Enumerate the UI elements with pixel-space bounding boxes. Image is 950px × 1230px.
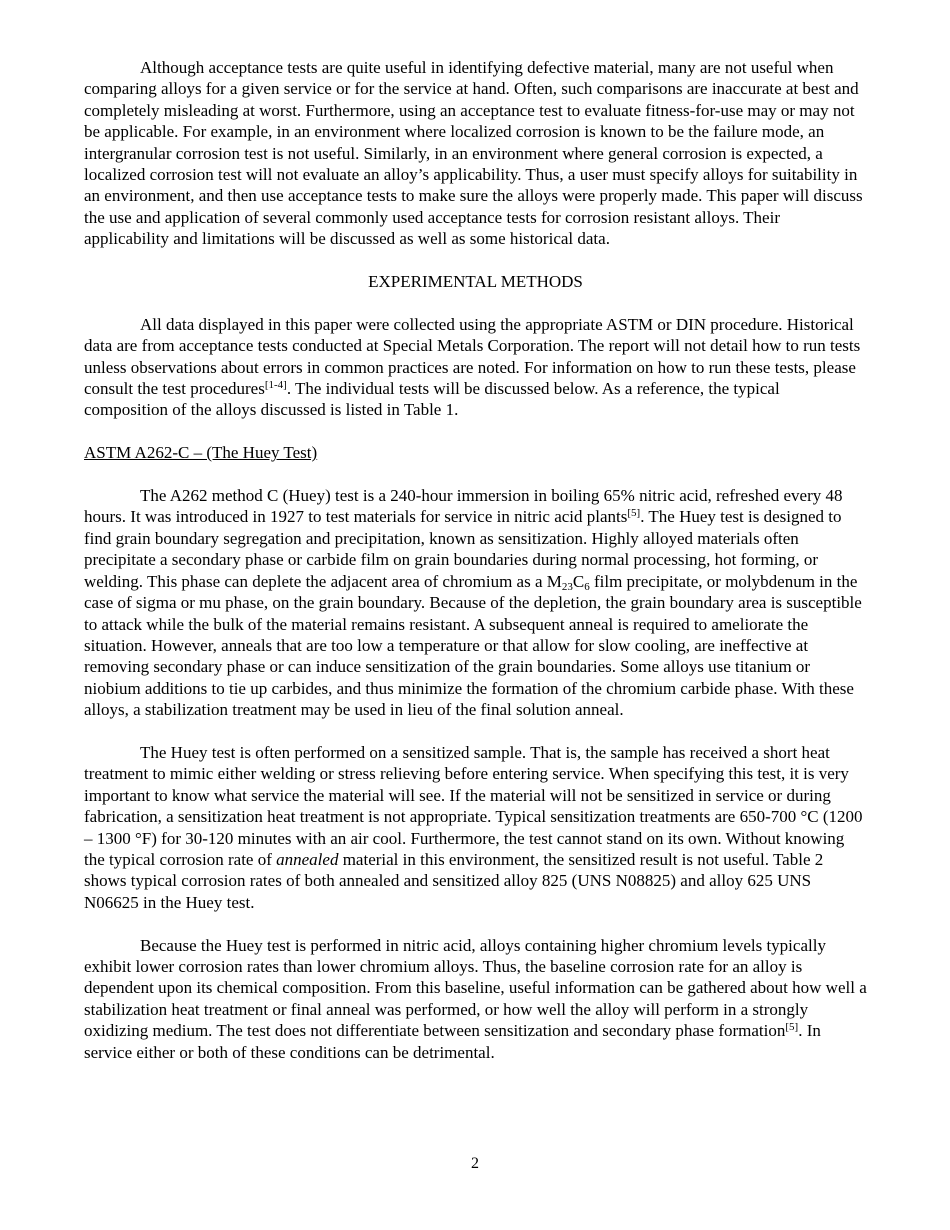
huey-text-2: . The Huey test is designed to find grain boundary segregation and precipitation, known as sensitization. Highly alloyed materials often precipitate a secondary phase or carbide film on grain boundaries during normal processing, hot forming, or welding. This phase can deplete the adjacent area of chromium as a M [84,507,842,591]
section-heading: EXPERIMENTAL METHODS [368,272,583,292]
huey-text-4: film precipitate, or molybdenum in the case of sigma or mu phase, on the grain boundary. Because of the depletion, the grain boundary area is susceptible to attack while the bulk of the material remains resistant. A subsequent anneal is required to ameliorate the situation. However, anneals that are too low a temperature or that allow for slow cooling, are ineffective at removing secondary phase or can induce sensitization of the grain boundaries. Some alloys use titanium or niobium additions to tie up carbides, and thus minimize the formation of the chromium carbide phase. With these alloys, a stabilization treatment may be used in lieu of the final solution anneal. [84,571,862,720]
paragraph-sensitized-sample [84,742,867,913]
paragraph-nitric-acid [84,935,867,1063]
huey-text-3: C [572,571,585,591]
paragraph-methods [84,314,867,421]
citation-ref: [1-4] [264,379,287,392]
paragraph-intro-text: Although acceptance tests are quite useful in identifying defective material, many are not useful when comparing alloys for a given service or for the service at hand. Often, such comparisons are inaccurate at best and completely misleading at worst. Furthermore, using an acceptance test to evaluate fitness-for-use may or may not be applicable. For example, in an environment where localized corrosion is known to be the failure mode, an intergranular corrosion test is not useful. Similarly, in an environment where general corrosion is expected, a localized corrosion test will not evaluate an alloy’s applicability. Thus, a user must specify alloys for suitability in an environment, and then use acceptance tests to make sure the alloys were properly made. This paper will discuss the use and application of several commonly used acceptance tests for corrosion resistant alloys. Their applicability and limitations will be discussed as well as some historical data. [84,58,863,249]
subscript: 23 [561,580,573,593]
paragraph-huey-description [84,485,867,720]
italic-term: annealed [276,849,339,869]
subsection-heading: ASTM A262-C – (The Huey Test) [84,443,318,463]
sensitized-text-2: material in this environment, the sensitized result is not useful. Table 2 shows typical corrosion rates of both annealed and sensitized alloy 825 (UNS N08825) and alloy 625 UNS N06625 in the Huey test. [84,849,824,912]
nitric-text-1: Because the Huey test is performed in nitric acid, alloys containing higher chromium levels typically exhibit lower corrosion rates than lower chromium alloys. Thus, the baseline corrosion rate for an alloy is dependent upon its chemical composition. From this baseline, useful information can be gathered about how well a stabilization heat treatment or final anneal was performed, or how well the alloy will perform in a strongly oxidizing medium. The test does not differentiate between sensitization and secondary phase formation [84,935,867,1041]
paragraph-intro [84,57,867,250]
page-content [84,57,867,1084]
huey-text-1: The A262 method C (Huey) test is a 240-hour immersion in boiling 65% nitric acid, refreshed every 48 hours. It was introduced in 1927 to test materials for service in nitric acid plants [84,486,843,527]
citation-ref: [5] [785,1021,799,1034]
nitric-text-2: . In service either or both of these conditions can be detrimental. [84,1021,821,1062]
citation-ref: [5] [627,507,641,520]
page-number: 2 [471,1155,479,1172]
subscript: 6 [584,580,590,593]
methods-text-2: . The individual tests will be discussed below. As a reference, the typical composition of the alloys discussed is listed in Table 1. [84,379,780,420]
methods-text-1: All data displayed in this paper were collected using the appropriate ASTM or DIN procedure. Historical data are from acceptance tests conducted at Special Metals Corporation. The report will not detail how to run tests unless observations about errors in common practices are noted. For information on how to run these tests, please consult the test procedures [84,314,861,399]
sensitized-text-1: The Huey test is often performed on a sensitized sample. That is, the sample has received a short heat treatment to mimic either welding or stress relieving before entering service. When specifying this test, it is very important to know what service the material will see. If the material will not be sensitized in service or during fabrication, a sensitization heat treatment is not appropriate. Typical sensitization treatments are 650-700 °C (1200 – 1300 °F) for 30-120 minutes with an air cool. Furthermore, the test cannot stand on its own. Without knowing the typical corrosion rate of [84,742,863,869]
